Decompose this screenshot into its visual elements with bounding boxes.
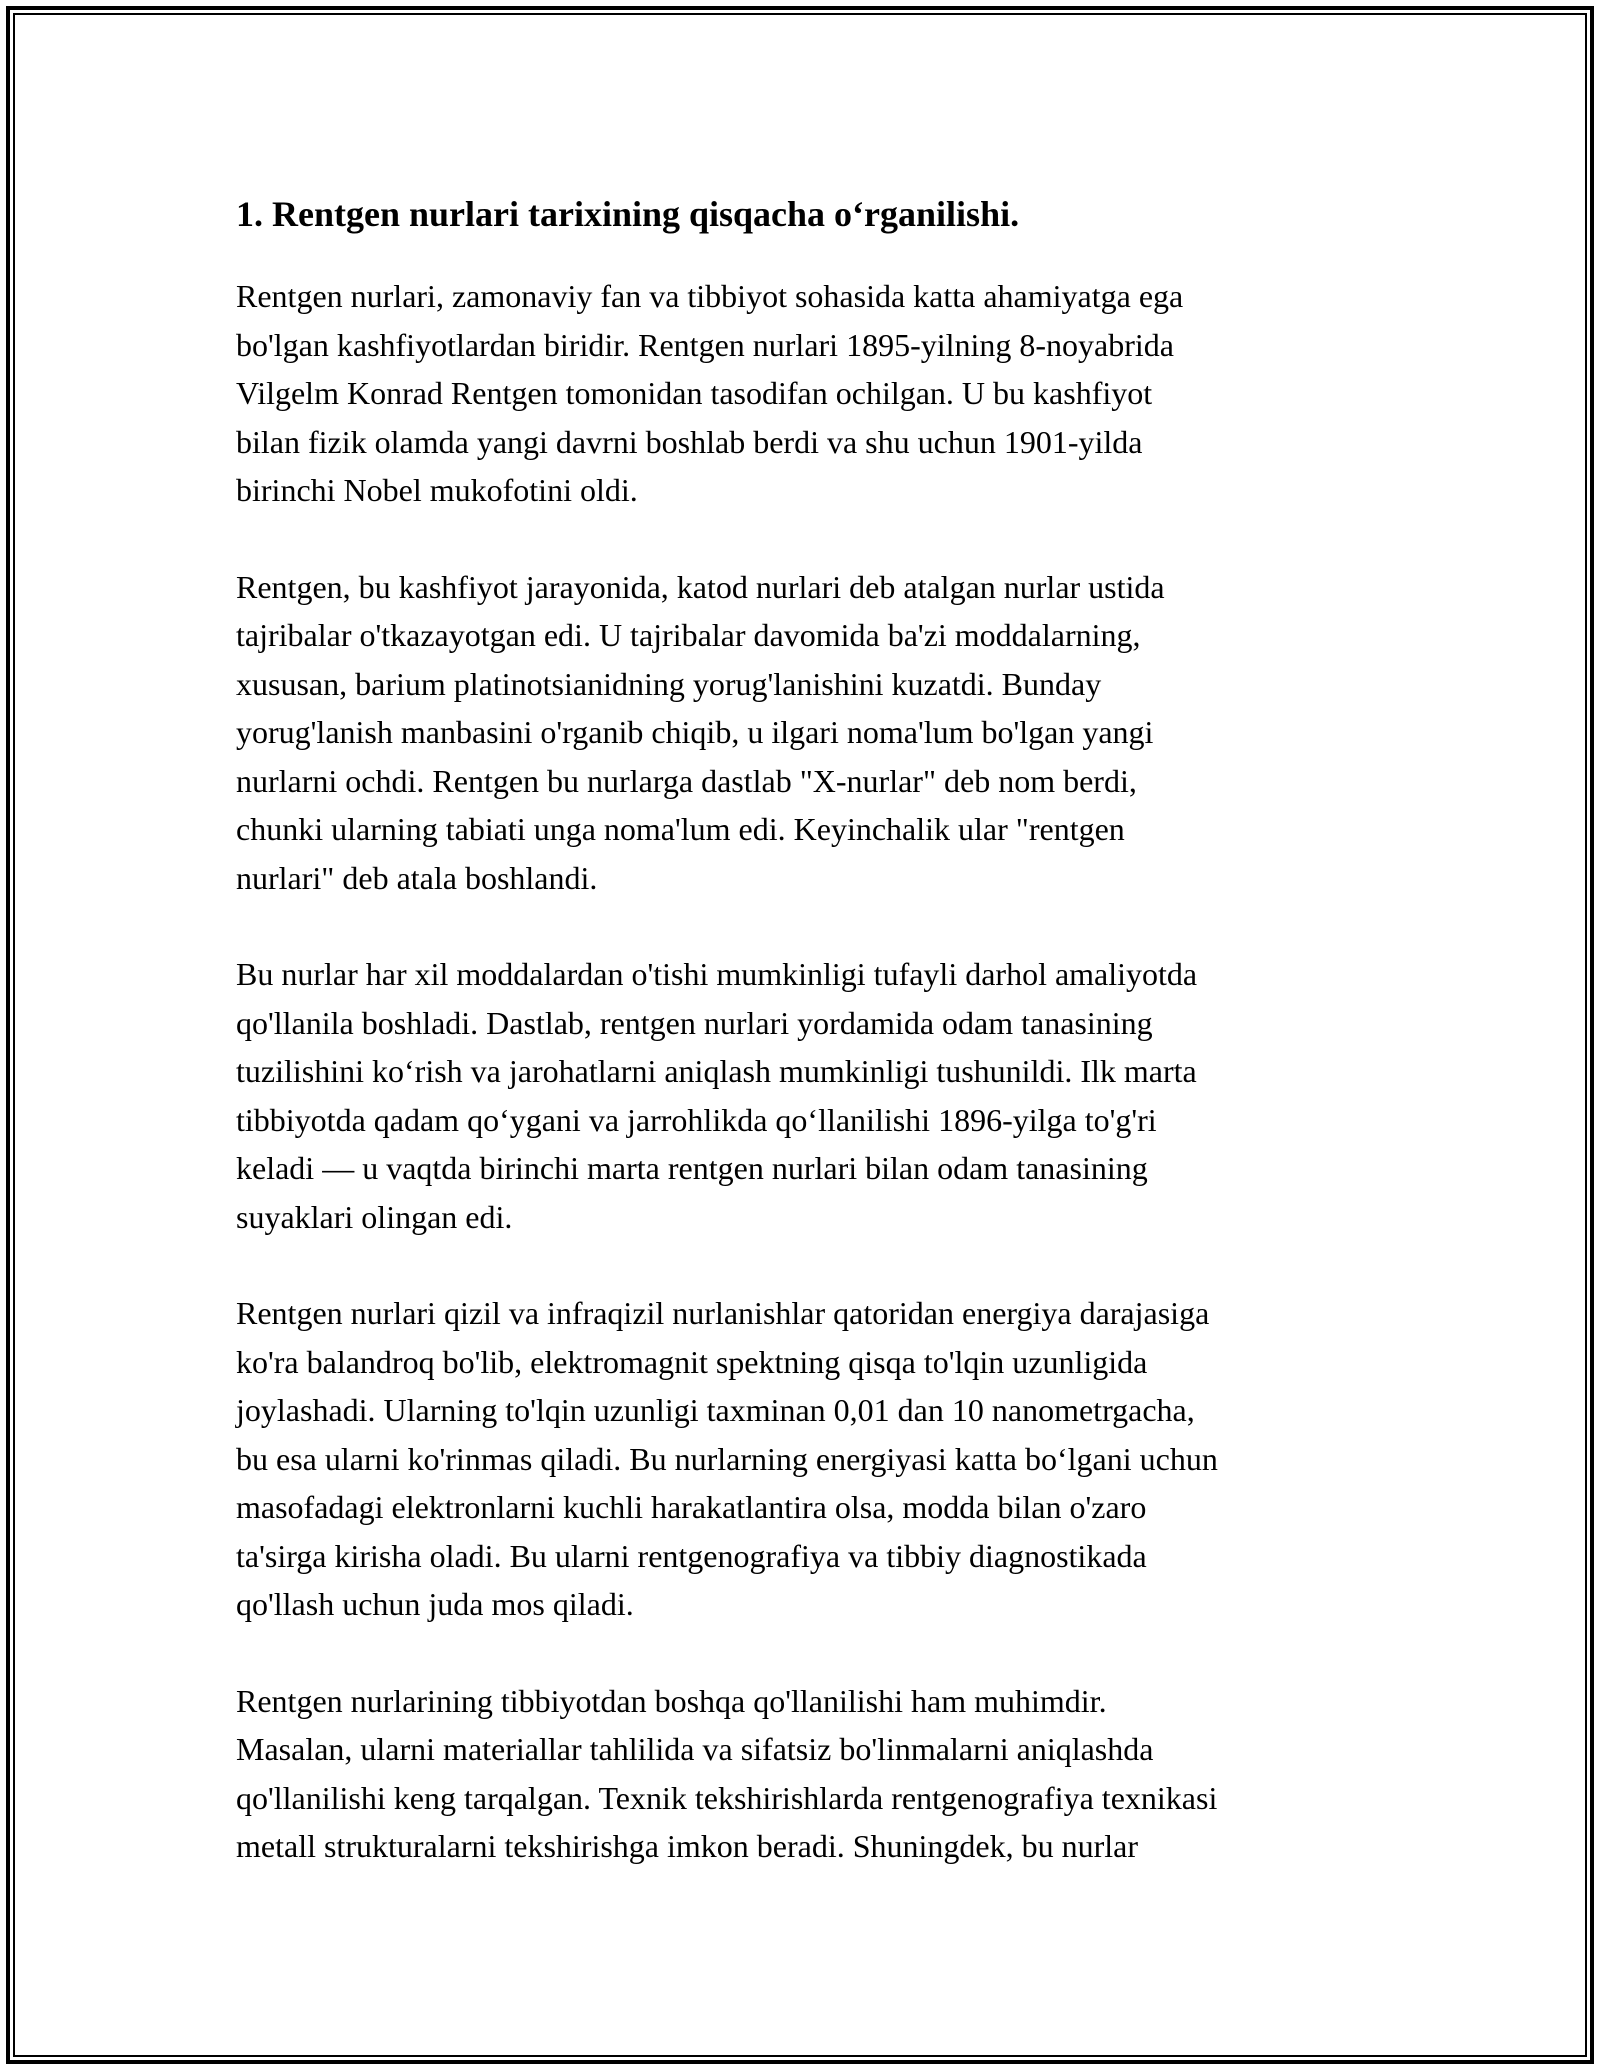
text-line: bu esa ularni ko'rinmas qiladi. Bu nurlarning energiyasi katta bo‘lgani uchun <box>236 1440 1218 1477</box>
text-line: bo'lgan kashfiyotlardan biridir. Rentgen nurlari 1895-yilning 8-noyabrida <box>236 326 1174 363</box>
text-line: keladi — u vaqtda birinchi marta rentgen nurlari bilan odam tanasining <box>236 1150 1148 1186</box>
text-line: Masalan, ularni materiallar tahlilida va sifatsiz bo'linmalarni aniqlashda <box>236 1731 1154 1767</box>
text-line: tuzilishini ko‘rish va jarohatlarni aniqlash mumkinligi tushunildi. Ilk marta <box>236 1053 1197 1089</box>
text-line: Vilgelm Konrad Rentgen tomonidan tasodifan ochilgan. U bu kashfiyot <box>236 375 1153 411</box>
text-line: ko'ra balandroq bo'lib, elektromagnit spektning qisqa to'lqin uzunligida <box>236 1343 1148 1380</box>
section-heading: 1. Rentgen nurlari tarixining qisqacha o‘rganilishi. <box>236 194 1020 234</box>
text-line: metall strukturalarni tekshirishga imkon beradi. Shuningdek, bu nurlar <box>236 1828 1139 1864</box>
text-line: Rentgen nurlari, zamonaviy fan va tibbiyot sohasida katta ahamiyatga ega <box>236 278 1184 314</box>
text-line: Rentgen nurlari qizil va infraqizil nurlanishlar qatoridan energiya darajasiga <box>236 1295 1210 1331</box>
text-line: qo'llash uchun juda mos qiladi. <box>236 1586 634 1622</box>
document-page <box>236 188 1406 1919</box>
text-line: Rentgen, bu kashfiyot jarayonida, katod nurlari deb atalgan nurlar ustida <box>236 568 1165 605</box>
text-line: ta'sirga kirisha oladi. Bu ularni rentgenografiya va tibbiy diagnostikada <box>236 1537 1147 1574</box>
text-line: masofadagi elektronlarni kuchli harakatlantira olsa, modda bilan o'zaro <box>236 1489 1147 1525</box>
text-line: qo'llanilishi keng tarqalgan. Texnik tekshirishlarda rentgenografiya texnikasi <box>236 1779 1218 1816</box>
text-line: nurlari" deb atala boshlandi. <box>236 859 598 896</box>
text-line: bilan fizik olamda yangi davrni boshlab berdi va shu uchun 1901-yilda <box>236 423 1143 460</box>
text-line: qo'llanila boshladi. Dastlab, rentgen nurlari yordamida odam tanasining <box>236 1004 1153 1041</box>
text-line: nurlarni ochdi. Rentgen bu nurlarga dastlab "X-nurlar" deb nom berdi, <box>236 762 1137 799</box>
text-line: xususan, barium platinotsianidning yorug'lanishini kuzatdi. Bunday <box>236 665 1102 702</box>
paragraph-3 <box>236 950 1406 1241</box>
text-line: tajribalar o'tkazayotgan edi. U tajribalar davomida ba'zi moddalarning, <box>236 617 1141 653</box>
text-line: joylashadi. Ularning to'lqin uzunligi taxminan 0,01 dan 10 nanometrgacha, <box>236 1392 1195 1428</box>
paragraph-4 <box>236 1289 1406 1629</box>
paragraph-2 <box>236 563 1406 903</box>
text-line: Rentgen nurlarining tibbiyotdan boshqa qo'llanilishi ham muhimdir. <box>236 1682 1107 1719</box>
text-line: tibbiyotda qadam qo‘ygani va jarrohlikda qo‘llanilishi 1896-yilga to'g'ri <box>236 1101 1157 1138</box>
text-line: birinchi Nobel mukofotini oldi. <box>236 472 638 508</box>
text-line: yorug'lanish manbasini o'rganib chiqib, u ilgari noma'lum bo'lgan yangi <box>236 714 1154 750</box>
text-line: Bu nurlar har xil moddalardan o'tishi mumkinligi tufayli darhol amaliyotda <box>236 956 1198 992</box>
text-line: suyaklari olingan edi. <box>236 1198 513 1235</box>
paragraph-1 <box>236 272 1406 515</box>
text-line: chunki ularning tabiati unga noma'lum edi. Keyinchalik ular "rentgen <box>236 811 1125 847</box>
paragraph-5 <box>236 1677 1406 1871</box>
